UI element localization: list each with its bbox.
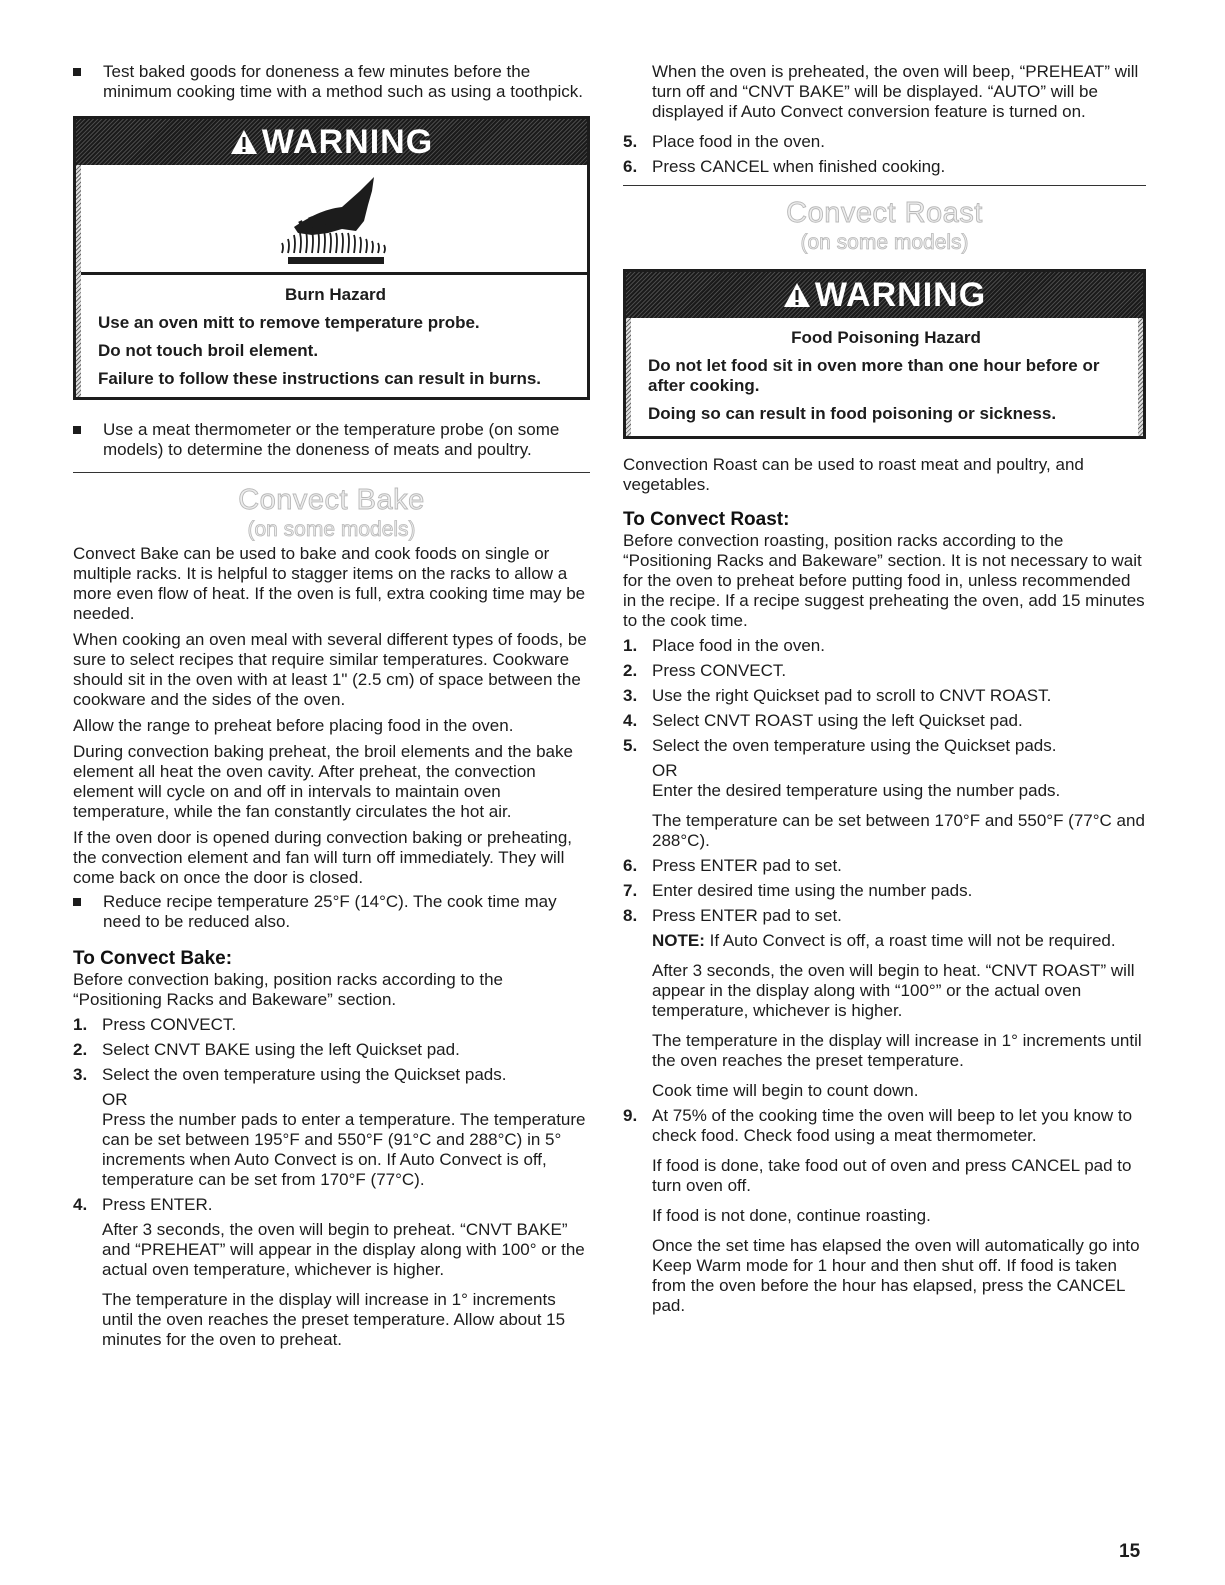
warning-line: Failure to follow these instructions can result in burns. bbox=[98, 369, 542, 388]
warning-triangle-icon bbox=[230, 129, 258, 155]
step-number: 5. bbox=[623, 132, 638, 151]
warning-triangle-icon bbox=[783, 282, 811, 308]
step-number: 3. bbox=[73, 1065, 88, 1084]
burn-hand-icon bbox=[264, 169, 404, 269]
paragraph: When the oven is preheated, the oven will beep, “PREHEAT” will turn off and “CNVT BAKE” will be displayed. “AUTO” will be displayed if Auto Convect conversion feature is turned on. bbox=[652, 62, 1139, 121]
paragraph: Allow the range to preheat before placing food in the oven. bbox=[73, 716, 514, 735]
list-item: 4. Press ENTER. After 3 seconds, the oven will begin to preheat. “CNVT BAKE” and “PREHEAT” will appear in the display along with 100° or the actual oven temperature, whichever is higher. The temperature in the display will increase in 1° increments until the oven reaches the preset temperature. Allow about 15 minutes for the oven to preheat. bbox=[73, 1195, 585, 1349]
convect-bake-steps-continued bbox=[623, 132, 1146, 177]
paragraph: During convection baking preheat, the broil elements and the bake element all heat the oven cavity. After preheat, the convection element will cycle on and off in intervals to maintain oven temperature, while the fan constantly circulates the hot air. bbox=[73, 742, 573, 821]
convect-bake-steps bbox=[73, 1015, 590, 1350]
burn-warning-box bbox=[73, 116, 590, 400]
burn-hand-icon-box bbox=[81, 165, 587, 275]
step-number: 2. bbox=[73, 1040, 88, 1059]
step-number: 1. bbox=[73, 1015, 88, 1034]
list-item: 3. Use the right Quickset pad to scroll to CNVT ROAST. bbox=[623, 686, 1052, 705]
convect-bake-title: Convect Bake bbox=[238, 484, 425, 516]
paragraph: If the oven door is opened during convection baking or preheating, the convection element and fan will turn off immediately. They will come back on once the door is closed. bbox=[73, 828, 573, 887]
step-number: 2. bbox=[623, 661, 638, 680]
step-number: 3. bbox=[623, 686, 638, 705]
list-item: 9. At 75% of the cooking time the oven will beep to let you know to check food. Check food using a meat thermometer. If food is done, take food out of oven and press CANCEL pad to turn oven off. If food is not done, continue roasting. Once the set time has elapsed the oven will automatically go into Keep Warm mode for 1 hour and then shut off. If food is taken from the oven before the hour has elapsed, press the CANCEL pad. bbox=[623, 1106, 1140, 1315]
list-item: 6. Press CANCEL when finished cooking. bbox=[623, 157, 946, 176]
list-item: 8. Press ENTER pad to set. NOTE: If Auto Convect is off, a roast time will not be required. After 3 seconds, the oven will begin to heat. “CNVT ROAST” will appear in the display along with “100°” or the actual oven temperature, whichever is higher. The temperature in the display will increase in 1° increments until the oven reaches the preset temperature. Cook time will begin to count down. bbox=[623, 906, 1142, 1100]
step-number: 5. bbox=[623, 736, 638, 755]
paragraph: Before convection roasting, position racks according to the “Positioning Racks and Bakeware” section. It is not necessary to wait for the oven to preheat before putting food in, unless recommended in the recipe. If a recipe suggest preheating the oven, add 15 minutes to the cook time. bbox=[623, 531, 1145, 630]
list-item: 5. Select the oven temperature using the Quickset pads. OR Enter the desired temperature using the number pads. The temperature can be set between 170°F and 550°F (77°C and 288°C). bbox=[623, 736, 1145, 850]
warning-hazard-title: Food Poisoning Hazard bbox=[791, 328, 981, 347]
step-number: 4. bbox=[73, 1195, 88, 1214]
warning-line: Do not touch broil element. bbox=[98, 341, 319, 360]
paragraph: Convect Bake can be used to bake and cook foods on single or multiple racks. It is helpful to stagger items on the racks to allow a more even flow of heat. If the oven is full, extra cooking time may be needed. bbox=[73, 544, 586, 623]
step-number: 7. bbox=[623, 881, 638, 900]
right-column bbox=[623, 62, 1146, 1321]
step-number: 6. bbox=[623, 856, 638, 875]
warning-label: WARNING bbox=[814, 276, 987, 314]
step-number: 8. bbox=[623, 906, 638, 925]
bullet-item: Use a meat thermometer or the temperature probe (on some models) to determine the doneness of meats and poultry. bbox=[73, 420, 590, 460]
list-item: 5. Place food in the oven. bbox=[623, 132, 825, 151]
convect-roast-subtitle: (on some models) bbox=[800, 231, 969, 254]
step-number: 1. bbox=[623, 636, 638, 655]
section-divider bbox=[73, 472, 590, 473]
left-column bbox=[73, 62, 590, 1355]
warning-header bbox=[626, 272, 1143, 318]
bullet-square-icon bbox=[73, 426, 81, 434]
note-label: NOTE: bbox=[652, 931, 705, 950]
warning-label: WARNING bbox=[261, 123, 434, 161]
paragraph: Before convection baking, position racks according to the “Positioning Racks and Bakeware” section. bbox=[73, 970, 503, 1009]
warning-line: Do not let food sit in oven more than one hour before or after cooking. bbox=[648, 356, 1100, 395]
convect-roast-title: Convect Roast bbox=[786, 197, 983, 229]
paragraph: When cooking an oven meal with several different types of foods, be sure to select recipes that require similar temperatures. Cookware should sit in the oven with at least 1" (2.5 cm) of space between the cookware and the sides of the oven. bbox=[73, 630, 587, 709]
warning-hazard-title: Burn Hazard bbox=[284, 285, 387, 304]
list-item: 2. Press CONVECT. bbox=[623, 661, 787, 680]
page-number: 15 bbox=[1119, 1541, 1141, 1562]
list-item: 4. Select CNVT ROAST using the left Quickset pad. bbox=[623, 711, 1023, 730]
warning-header bbox=[76, 119, 587, 165]
list-item: 7. Enter desired time using the number pads. bbox=[623, 881, 973, 900]
step-number: 6. bbox=[623, 157, 638, 176]
warning-line: Doing so can result in food poisoning or sickness. bbox=[648, 404, 1057, 423]
list-item: 2. Select CNVT BAKE using the left Quickset pad. bbox=[73, 1040, 460, 1059]
list-item: 3. Select the oven temperature using the Quickset pads. OR Press the number pads to enter a temperature. The temperature can be set between 195°F and 550°F (91°C and 288°C) in 5° increments when Auto Convect is on. If Auto Convect is off, temperature can be set from 170°F (77°C). bbox=[73, 1065, 586, 1189]
convect-bake-subtitle: (on some models) bbox=[247, 518, 416, 541]
step-number: 4. bbox=[623, 711, 638, 730]
list-item: 6. Press ENTER pad to set. bbox=[623, 856, 842, 875]
list-item: 1. Place food in the oven. bbox=[623, 636, 825, 655]
section-divider bbox=[623, 185, 1146, 186]
warning-line: Use an oven mitt to remove temperature probe. bbox=[98, 313, 480, 332]
section-heading: To Convect Roast: bbox=[623, 509, 790, 530]
list-item: 1. Press CONVECT. bbox=[73, 1015, 237, 1034]
bullet-item: Test baked goods for doneness a few minutes before the minimum cooking time with a method such as using a toothpick. bbox=[73, 62, 590, 102]
bullet-square-icon bbox=[73, 68, 81, 76]
step-number: 9. bbox=[623, 1106, 638, 1125]
bullet-item: Reduce recipe temperature 25°F (14°C). The cook time may need to be reduced also. bbox=[73, 892, 590, 932]
paragraph: Convection Roast can be used to roast meat and poultry, and vegetables. bbox=[623, 455, 1084, 494]
bullet-square-icon bbox=[73, 898, 81, 906]
section-heading: To Convect Bake: bbox=[73, 948, 233, 969]
convect-roast-steps bbox=[623, 636, 1146, 1316]
food-poisoning-warning-box bbox=[623, 269, 1146, 439]
